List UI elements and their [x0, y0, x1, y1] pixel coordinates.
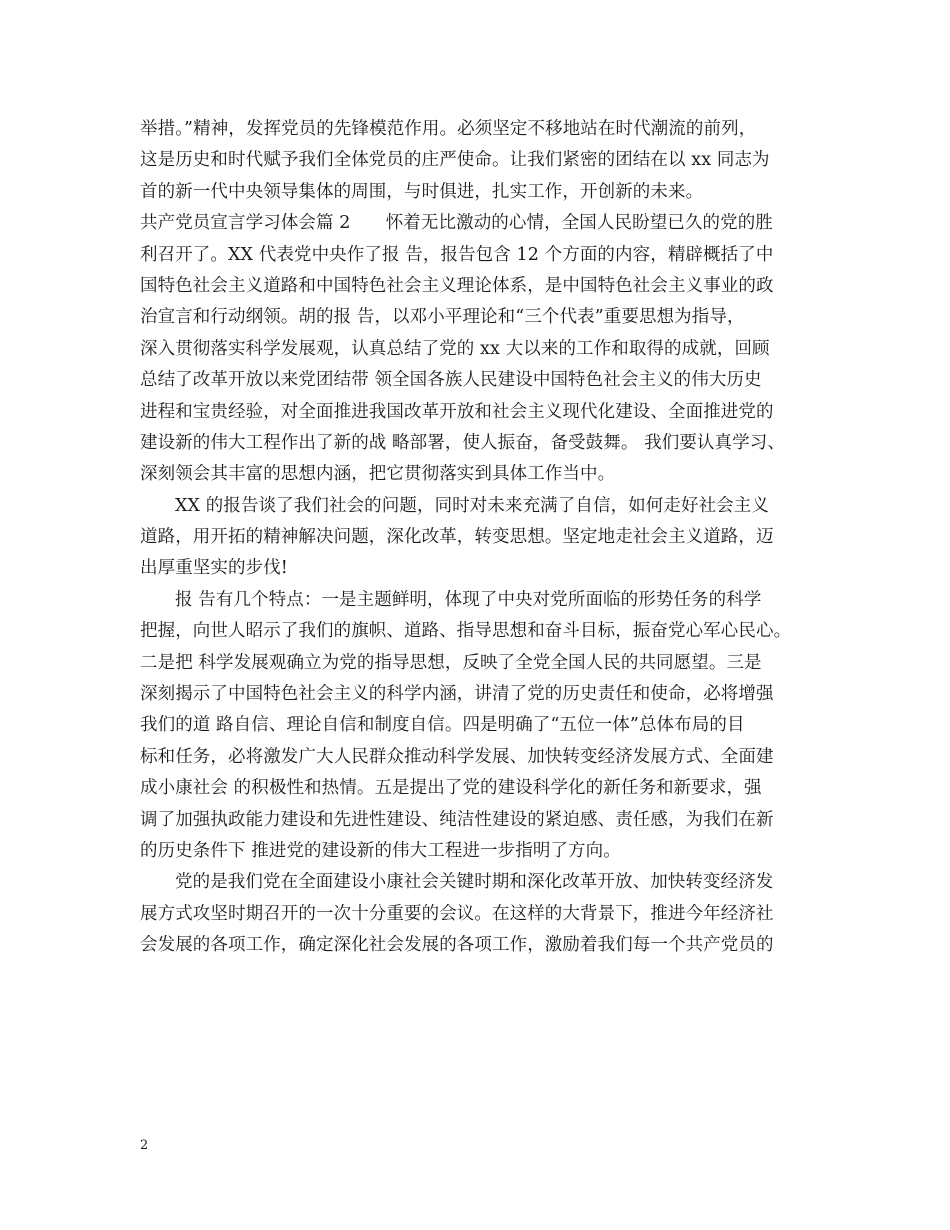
text-line: XX 的报告谈了我们社会的问题，同时对未来充满了自信，如何走好社会主义	[175, 495, 769, 516]
text-line: 建设新的伟大工程作出了新的战 略部署，使人振奋，备受鼓舞。 我们要认真学习、	[140, 432, 785, 453]
document-body	[140, 114, 830, 962]
text-line: 共产党员宣言学习体会篇 2 怀着无比激动的心情，全国人民盼望已久的党的胜	[140, 213, 773, 234]
text-line: 成小康社会 的积极性和热情。五是提出了党的建设科学化的新任务和新要求，强	[140, 778, 762, 799]
text-line: 深入贯彻落实科学发展观，认真总结了党的 xx 大以来的工作和取得的成就，回顾	[140, 338, 770, 359]
text-line: 深刻领会其丰富的思想内涵，把它贯彻落实到具体工作当中。	[140, 464, 616, 485]
text-line: 进程和宝贵经验，对全面推进我国改革开放和社会主义现代化建设、全面推进党的	[140, 401, 774, 422]
text-line: 标和任务，必将激发广大人民群众推动科学发展、加快转变经济发展方式、全面建	[140, 746, 774, 767]
text-line: 举措。”精神，发挥党员的先锋模范作用。必须坚定不移地站在时代潮流的前列，	[140, 119, 757, 139]
text-line: 深刻揭示了中国特色社会主义的科学内涵，讲清了党的历史责任和使命，必将增强	[140, 684, 774, 705]
text-line: 道路，用开拓的精神解决问题，深化改革，转变思想。坚定地走社会主义道路，迈	[140, 527, 774, 548]
text-line: 报 告有几个特点：一是主题鲜明，体现了中央对党所面临的形势任务的科学	[175, 589, 762, 610]
text-line: 这是历史和时代赋予我们全体党员的庄严使命。让我们紧密的团结在以 xx 同志为	[140, 150, 770, 171]
text-line: 的历史条件下 推进党的建设新的伟大工程进一步指明了方向。	[140, 840, 621, 861]
text-line: 二是把 科学发展观确立为党的指导思想，反映了全党全国人民的共同愿望。三是	[140, 652, 762, 673]
text-line: 党的是我们党在全面建设小康社会关键时期和深化改革开放、加快转变经济发	[175, 872, 774, 893]
text-line: 国特色社会主义道路和中国特色社会主义理论体系，是中国特色社会主义事业的政	[140, 275, 774, 296]
text-line: 调了加强执政能力建设和先进性建设、纯洁性建设的紧迫感、责任感，为我们在新	[140, 809, 774, 830]
text-line: 展方式攻坚时期召开的一次十分重要的会议。在这样的大背景下，推进今年经济社	[140, 903, 774, 924]
text-line: 我们的道 路自信、理论自信和制度自信。四是明确了“五位一体”总体布局的目	[140, 715, 745, 736]
text-line: 治宣言和行动纲领。胡的报 告，以邓小平理论和“三个代表”重要思想为指导，	[140, 307, 745, 328]
text-line: 把握，向世人昭示了我们的旗帜、道路、指导思想和奋斗目标，振奋党心军心民心。	[140, 621, 792, 642]
text-line: 利召开了。XX 代表党中央作了报 告，报告包含 12 个方面的内容，精辟概括了中	[140, 244, 774, 265]
page-number: 2	[140, 1138, 149, 1153]
text-line: 会发展的各项工作，确定深化社会发展的各项工作，激励着我们每一个共产党员的	[140, 935, 774, 956]
text-line: 首的新一代中央领导集体的周围，与时俱进，扎实工作，开创新的未来。	[140, 181, 704, 202]
text-line: 出厚重坚实的步伐!	[140, 558, 288, 579]
text-line: 总结了改革开放以来党团结带 领全国各族人民建设中国特色社会主义的伟大历史	[140, 370, 762, 391]
